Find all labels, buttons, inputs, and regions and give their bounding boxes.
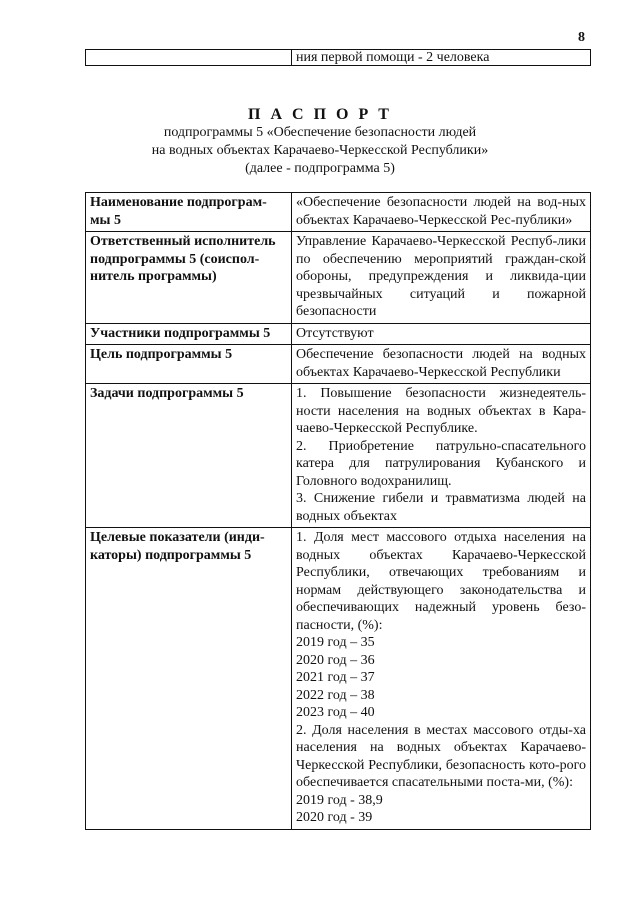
table-row [86, 345, 591, 384]
passport-subtitle-line: подпрограммы 5 «Обеспечение безопасности людей [163, 125, 477, 140]
table-row [86, 323, 591, 345]
passport-subtitle-line: на водных объектах Карачаево-Черкесской Республики» [151, 143, 489, 158]
value-line: Управление Карачаево-Черкесской Респуб-лики по обеспечению мероприятий граждан-ской обороны, предупреждения и ликвида-ции чрезвычайных ситуаций и пожарной безопасности [296, 234, 586, 319]
row-value [292, 323, 591, 345]
value-line: 2. Доля населения в местах массового отды-ха населения на водных объектах Карачаево-Черкесской Республики, безопасность кото-рого обеспечивается спасательными поста-ми, (%): [296, 722, 586, 790]
table-row [86, 193, 591, 232]
value-line: 2022 год – 38 [296, 687, 375, 703]
table-row [86, 528, 591, 830]
value-line: 2019 год – 35 [296, 635, 375, 650]
row-value [292, 345, 591, 384]
value-line: «Обеспечение безопасности людей на вод-ных объектах Карачаево-Черкесской Рес-публики» [296, 195, 586, 228]
value-line: Отсутствуют [296, 325, 374, 341]
row-value [292, 232, 591, 324]
row-value [292, 528, 591, 830]
table-row [86, 232, 591, 324]
value-line: 2023 год – 40 [296, 705, 375, 720]
value-line: 1. Повышение безопасности жизнедеятель-ности населения на водных объектах в Кара-чаево-Черкесской Республике. [296, 386, 586, 436]
value-line: 3. Снижение гибели и травматизма людей на водных объектах [296, 491, 586, 524]
value-line: 2019 год - 38,9 [296, 792, 383, 808]
value-line: 2. Приобретение патрульно-спасательного катера для патрулирования Кубанского и Головного водохранилищ. [296, 438, 586, 489]
row-value [292, 193, 591, 232]
continuation-text: ния первой помощи - 2 человека [296, 50, 490, 65]
passport-title: П А С П О Р Т [248, 106, 392, 123]
continuation-table [85, 49, 591, 66]
page-number: 8 [578, 30, 585, 45]
value-line: Обеспечение безопасности людей на водных объектах Карачаево-Черкесской Республики [296, 347, 586, 380]
value-line: 2020 год - 39 [296, 810, 373, 825]
row-label: Ответственный исполнитель подпрограммы 5 (соиспол-нитель программы) [86, 232, 292, 324]
row-label: Наименование подпрограм-мы 5 [86, 193, 292, 232]
passport-subtitle-line: (далее - подпрограмма 5) [245, 161, 395, 176]
table-divider [291, 50, 292, 65]
row-label: Цель подпрограммы 5 [86, 345, 292, 384]
row-value [292, 384, 591, 528]
row-label: Участники подпрограммы 5 [86, 323, 292, 345]
table-row [86, 384, 591, 528]
value-line: 1. Доля мест массового отдыха населения на водных объектах Карачаево-Черкесской Республики, отвечающих требованиям и нормам действующего законодательства и обеспечивающих надежный уровень безо-пасности, (%): [296, 530, 586, 633]
passport-table [85, 192, 591, 830]
row-label: Целевые показатели (инди-каторы) подпрограммы 5 [86, 528, 292, 830]
value-line: 2020 год – 36 [296, 652, 375, 668]
row-label: Задачи подпрограммы 5 [86, 384, 292, 528]
value-line: 2021 год – 37 [296, 670, 375, 685]
